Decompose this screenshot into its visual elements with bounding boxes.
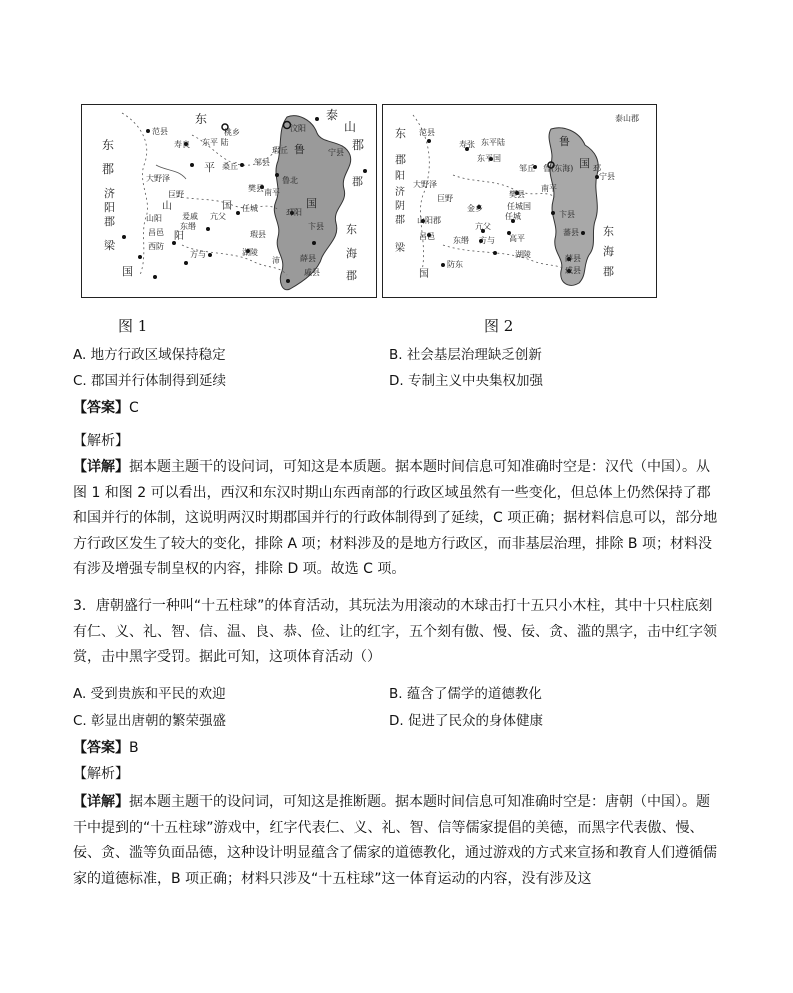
map2-label-qixian: 戚县 <box>565 266 581 275</box>
map1-label-yang: 阳 <box>104 201 115 214</box>
q3-answer: B <box>129 740 139 756</box>
map1-label-tai: 泰 <box>326 108 339 122</box>
map2-label-rencheng-guo: 任城国 <box>507 202 531 211</box>
q3-detail-tag: 【详解】 <box>73 794 129 810</box>
q3-answer-line <box>73 738 139 759</box>
map1-label-jun-left2: 郡 <box>104 215 115 228</box>
map1-label-dayeze: 大野泽 <box>146 174 170 183</box>
map1-label-xiyang: 西防 <box>148 242 164 251</box>
figure-1-map <box>81 104 377 298</box>
figure-1-caption: 图 1 <box>118 317 148 335</box>
map2-label-guo2: 国 <box>419 269 429 280</box>
map2-label-guo: 国 <box>579 157 590 170</box>
map1-label-qi: 沛 <box>272 256 280 265</box>
map1-label-ningyang: 宁县 <box>328 148 344 157</box>
map1-label-jun-top: 郡 <box>352 138 365 152</box>
map1-label-zouxian: 邹县 <box>254 158 270 167</box>
map1-label-guo-right: 国 <box>306 197 317 210</box>
map2-label-jun-r: 郡 <box>603 265 614 278</box>
map2-label-juye: 巨野 <box>437 194 453 203</box>
q2-answer-tag: 【答案】 <box>73 400 129 416</box>
map2-label-fangyu: 方与 <box>479 236 495 245</box>
map1-label-changyi: 昌邑 <box>148 228 164 237</box>
map1-label-fanxian2: 樊县 <box>248 184 264 193</box>
map-2-drawing <box>383 105 656 297</box>
map1-label-biyang: 邳阳 <box>286 208 302 217</box>
q2-detail-tag: 【详解】 <box>73 459 129 475</box>
map1-label-taoxiang: 桃乡 <box>224 128 240 137</box>
map1-label-bian: 卞县 <box>308 222 324 231</box>
map2-label-dong-r: 东 <box>603 225 614 238</box>
map2-label-ningyang: 宁县 <box>599 172 615 181</box>
map2-label-fangdong: 防东 <box>447 260 463 269</box>
map2-label-lu: 鲁 <box>559 135 570 148</box>
map1-label-guo-bottom: 国 <box>122 265 133 278</box>
map1-label-yang2: 阳 <box>174 231 184 242</box>
map1-label-ziyang: 瑕丘 <box>272 146 288 155</box>
map1-label-shan2: 山 <box>162 201 172 212</box>
q3-analysis-tag: 【解析】 <box>73 766 129 782</box>
q2-analysis-tag: 【解析】 <box>73 433 129 449</box>
map2-label-fanxian3: 蕃县 <box>563 228 579 237</box>
map1-label-shanyang: 山阳 <box>146 214 162 223</box>
map1-label-jun-right2: 郡 <box>352 175 363 188</box>
map1-label-shan: 山 <box>344 120 357 134</box>
q3-option-c[interactable]: C. 彰显出唐朝的繁荣强盛 <box>73 713 227 729</box>
map2-label-nanping: 南平 <box>541 184 557 193</box>
map2-label-shanyang: 山阳郡 <box>417 216 441 225</box>
map1-label-yanzhi: 爰戚 <box>182 212 198 221</box>
q3-detail <box>73 790 723 892</box>
map1-label-ping: 平 <box>204 161 215 174</box>
map2-label-dong: 东 <box>395 127 406 140</box>
q3-option-b[interactable]: B. 蕴含了儒学的道德教化 <box>389 686 542 702</box>
map2-label-gaoping: 高平 <box>509 234 525 243</box>
map2-label-fanxian2: 樊县 <box>509 190 525 199</box>
q2-option-b[interactable]: B. 社会基层治理缺乏创新 <box>389 347 542 363</box>
q2-option-d[interactable]: D. 专制主义中央集权加强 <box>389 373 543 389</box>
q2-detail-text: 据本题主题干的设问词，可知这是本质题。据本题时间信息可知准确时空是：汉代（中国）。从图 1 和图 2 可以看出，西汉和东汉时期山东西南部的行政区域虽然有一些变化，但总体上仍然保持了郡和国并行的体制，这说明两汉时期郡国并行的行政体制得到了延续，C 项正确；据材料信息可以，部分地方行政区发生了较大的变化，排除 A 项；材料涉及的是地方行政区，而非基层治理，排除 B 项；材料没有涉及增强专制皇权的内容，排除 D 项。故选 C 项。 <box>73 459 718 577</box>
map1-label-fanxian: 范县 <box>152 127 168 136</box>
map2-label-yin: 阴 <box>395 201 405 212</box>
map-1-drawing <box>82 105 376 297</box>
map1-label-guo-mid: 国 <box>222 201 232 212</box>
q2-answer-line <box>73 398 139 419</box>
map1-label-kangfu: 亢父 <box>210 212 226 221</box>
map1-label-dongping-lu: 东平 陆 <box>202 138 229 147</box>
map2-label-dongmin: 东缗 <box>453 236 469 245</box>
map1-label-dong: 东 <box>195 112 208 126</box>
map2-label-changyi: 昌邑 <box>419 232 435 241</box>
map2-label-pi: 邳 <box>593 164 601 173</box>
map1-label-jun-left: 郡 <box>102 162 115 176</box>
map2-label-hai: 海 <box>603 245 614 258</box>
map2-label-xuexian: 薛县 <box>565 254 581 263</box>
map1-label-hai: 海 <box>346 247 357 260</box>
map2-label-bian: 卞县 <box>559 210 575 219</box>
map2-label-kangfu: 亢父 <box>475 222 491 231</box>
map2-label-jinxiang: 金乡 <box>467 204 483 213</box>
q3-answer-tag: 【答案】 <box>73 740 129 756</box>
q3-option-a[interactable]: A. 受到贵族和平民的欢迎 <box>73 686 226 702</box>
q2-detail <box>73 455 723 583</box>
map1-label-liang: 梁 <box>104 239 115 252</box>
map1-label-nanping: 南平 <box>264 188 280 197</box>
q2-option-c[interactable]: C. 郡国并行体制得到延续 <box>73 373 227 389</box>
map2-label-dongping-lu: 东平陆 <box>481 138 505 147</box>
figure-2-map <box>382 104 657 298</box>
map1-label-dong-right: 东 <box>346 223 357 236</box>
map2-label-dayeze: 大野泽 <box>413 180 437 189</box>
map1-label-jun-right: 郡 <box>346 269 357 282</box>
q2-answer: C <box>129 400 139 416</box>
q3-stem: 3．唐朝盛行一种叫“十五柱球”的体育活动，其玩法为用滚动的木球击打十五只小木柱，其中十只柱底刻有仁、义、礼、智、信、温、良、恭、俭、让的红字，五个刻有傲、慢、佞、贪、滥的黑字，击中红字领赏，击中黑字受罚。据此可知，这项体育活动（） <box>73 598 717 665</box>
map2-label-liang: 梁 <box>395 243 405 254</box>
map2-label-zouqiu: 邹丘 <box>519 164 535 173</box>
map2-label-rencheng: 任城 <box>505 212 521 221</box>
map1-label-dong-left: 东 <box>102 138 115 152</box>
map1-label-huling: 湖陵 <box>242 248 258 257</box>
map2-label-ji: 济 <box>395 187 405 198</box>
map1-label-sangqiu: 桑丘 <box>222 162 238 171</box>
map2-label-jun2: 郡 <box>395 215 405 226</box>
map2-label-shouzhang: 寿张 <box>459 140 475 149</box>
map2-label-fanxian: 范县 <box>419 128 435 137</box>
map1-label-rencheng: 任城 <box>242 204 258 213</box>
map1-label-xuexian: 薛县 <box>300 254 316 263</box>
figure-2-caption: 图 2 <box>484 317 514 335</box>
q3-detail-text: 据本题主题干的设问词，可知这是推断题。据本题时间信息可知准确时空是：唐朝（中国）。题干中提到的“十五柱球”游戏中，红字代表仁、义、礼、智、信等儒家提倡的美德，而黑字代表傲、慢、佞、贪、滥等负面品德，这种设计明显蕴含了儒家的道德教化，通过游戏的方式来宣扬和教育人们遵循儒家的道德标准，B 项正确；材料只涉及“十五柱球”这一体育运动的内容，没有涉及这 <box>73 794 717 887</box>
map2-label-lu-donghai: 鲁(东海) <box>543 164 574 173</box>
map1-label-lubei: 鲁北 <box>282 176 298 185</box>
map2-label-yang: 阳 <box>395 171 405 182</box>
map2-label-huling: 湖陵 <box>515 250 531 259</box>
map1-label-juye: 巨野 <box>168 190 184 199</box>
map2-label-dongpingguo: 东平国 <box>477 154 501 163</box>
map1-label-fangyu: 方与 <box>190 250 206 259</box>
map1-label-ji: 济 <box>104 187 115 200</box>
q2-option-a[interactable]: A. 地方行政区域保持稳定 <box>73 347 226 363</box>
map2-label-jun: 郡 <box>395 153 406 166</box>
map1-label-dongmin: 东缗 <box>180 222 196 231</box>
map1-label-qixian: 戚县 <box>304 268 320 277</box>
map1-label-shouliang: 寿良 <box>174 140 190 149</box>
map2-label-taishan: 泰山郡 <box>615 114 639 123</box>
map1-label-lu: 鲁 <box>294 143 305 156</box>
map1-label-jiangyang: 汶阳 <box>290 124 306 133</box>
q3-option-d[interactable]: D. 促进了民众的身体健康 <box>389 713 543 729</box>
map1-label-ruxian: 瑕县 <box>250 230 266 239</box>
